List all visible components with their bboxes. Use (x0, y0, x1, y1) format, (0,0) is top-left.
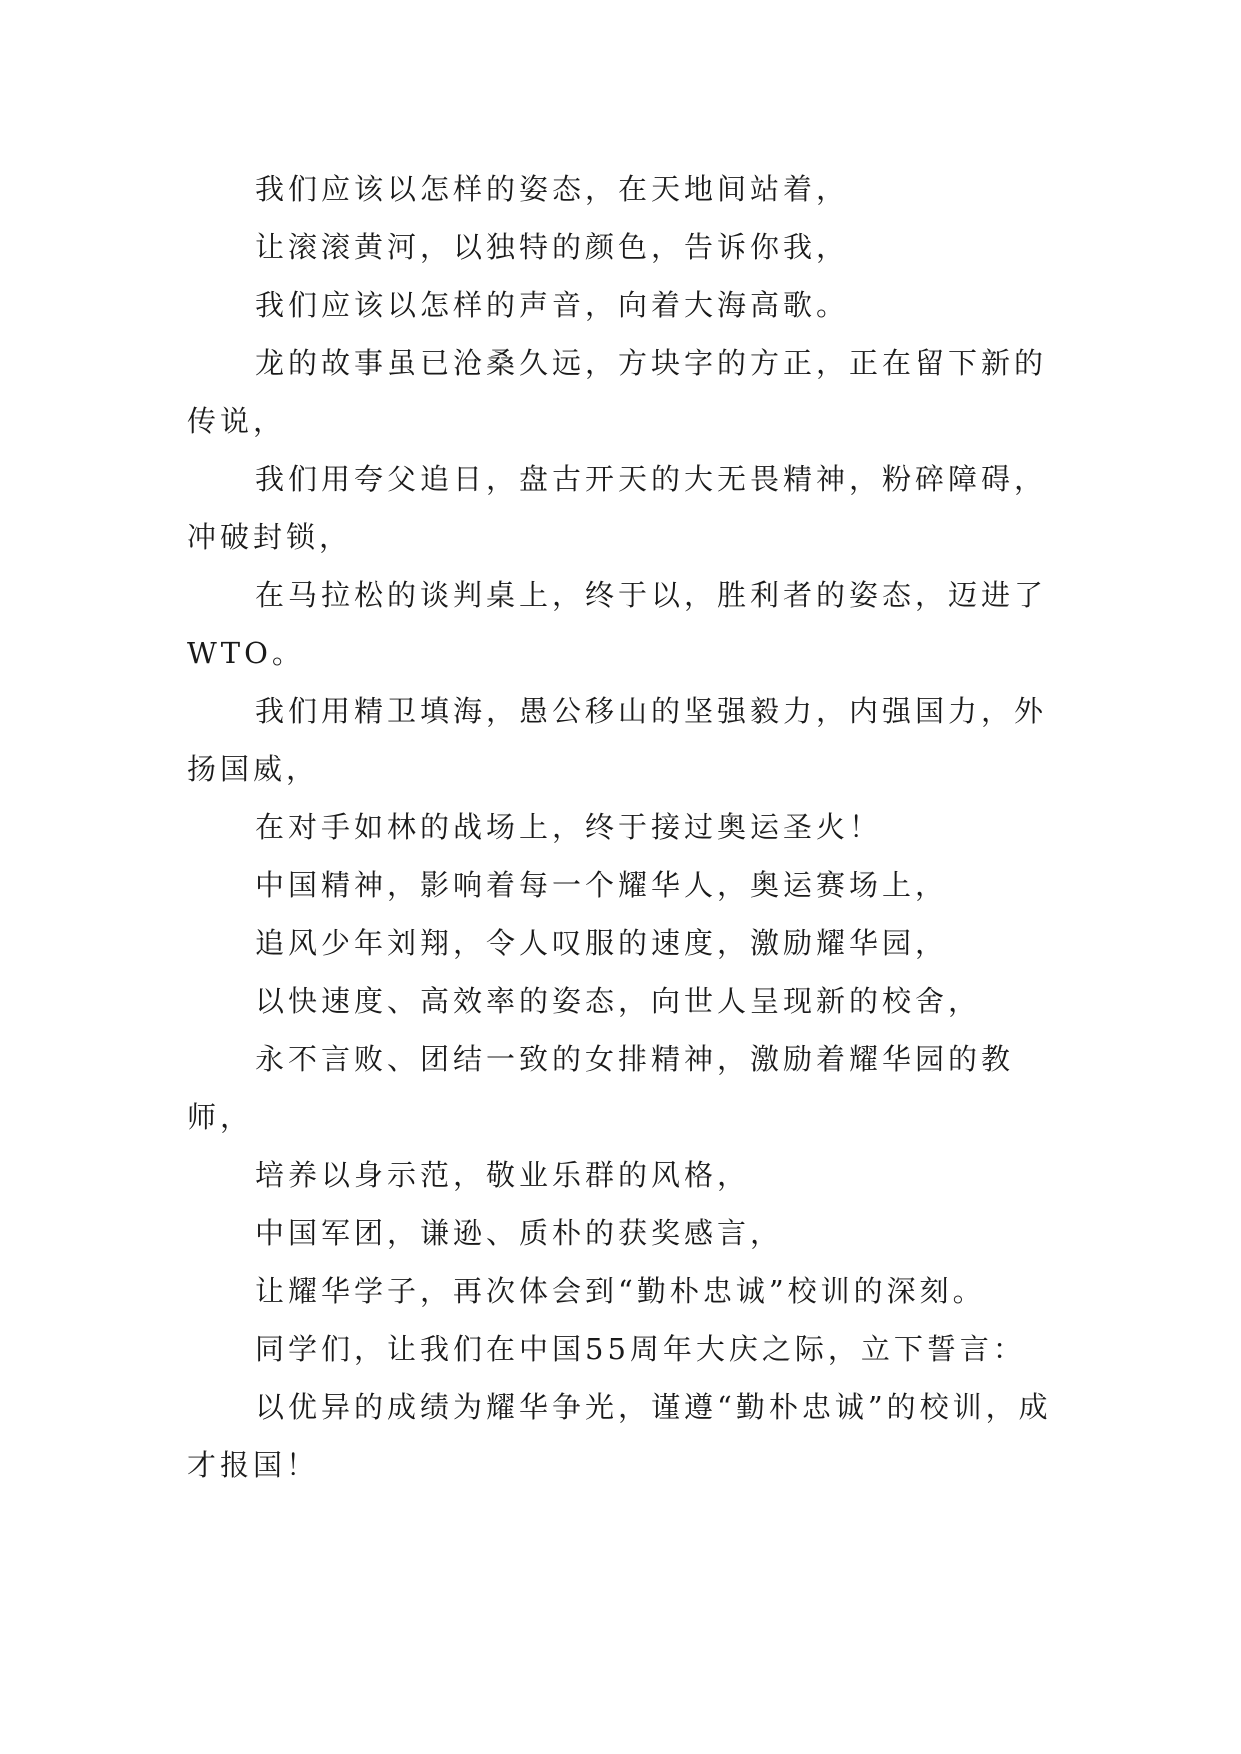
paragraph: 让耀华学子，再次体会到“勤朴忠诚”校训的深刻。 (255, 1274, 986, 1308)
paragraph: 中国军团，谦逊、质朴的获奖感言， (255, 1216, 784, 1250)
paragraph: 以快速度、高效率的姿态，向世人呈现新的校舍， (255, 984, 982, 1018)
paragraph: 永不言败、团结一致的女排精神，激励着耀华园的教师， (187, 1042, 1015, 1134)
paragraph: 龙的故事虽已沧桑久远，方块字的方正，正在留下新的传说， (187, 346, 1048, 438)
paragraph: 在对手如林的战场上，终于接过奥运圣火！ (255, 810, 883, 844)
paragraph: 我们用精卫填海，愚公移山的坚强毅力，内强国力，外扬国威， (187, 694, 1048, 786)
paragraph: 我们应该以怎样的声音，向着大海高歌。 (255, 288, 850, 322)
paragraph: 培养以身示范，敬业乐群的风格， (255, 1158, 751, 1192)
paragraph: 让滚滚黄河，以独特的颜色，告诉你我， (255, 230, 850, 264)
document-body (187, 160, 1057, 1494)
paragraph: 追风少年刘翔，令人叹服的速度，激励耀华园， (255, 926, 949, 960)
paragraph: 以优异的成绩为耀华争光，谨遵“勤朴忠诚”的校训，成才报国！ (187, 1390, 1052, 1482)
paragraph: 在马拉松的谈判桌上，终于以，胜利者的姿态，迈进了WTO。 (187, 578, 1048, 670)
paragraph: 同学们，让我们在中国55周年大庆之际，立下誓言： (255, 1332, 1026, 1366)
paragraph: 中国精神，影响着每一个耀华人，奥运赛场上， (255, 868, 949, 902)
paragraph: 我们用夸父追日，盘古开天的大无畏精神，粉碎障碍，冲破封锁， (187, 462, 1048, 554)
paragraph: 我们应该以怎样的姿态，在天地间站着， (255, 172, 850, 206)
